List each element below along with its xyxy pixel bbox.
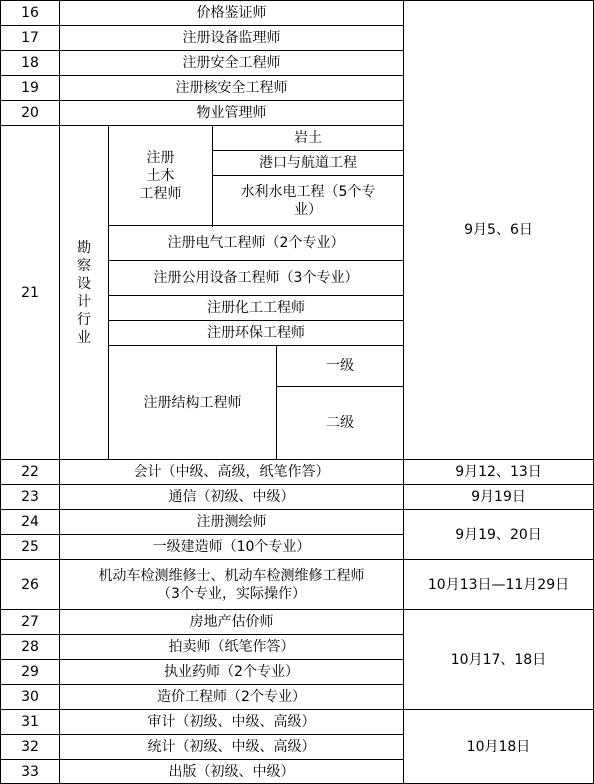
industry-char: 行 — [77, 311, 91, 328]
exam-name: 执业药师（2个专业） — [60, 660, 404, 685]
industry-char: 勘 — [77, 239, 91, 256]
exam-name: 通信（初级、中级） — [60, 485, 404, 510]
exam-name: 房地产估价师 — [60, 610, 404, 635]
row-number: 22 — [1, 460, 60, 485]
row-number: 26 — [1, 560, 60, 610]
exam-date: 9月19、20日 — [404, 510, 594, 560]
row-number: 19 — [1, 76, 60, 101]
row-number: 18 — [1, 51, 60, 76]
exam-date: 9月12、13日 — [404, 460, 594, 485]
table-row — [1, 510, 594, 535]
utility-engineer: 注册公用设备工程师（3个专业） — [109, 261, 404, 296]
row-number: 16 — [1, 1, 60, 26]
exam-name: 注册安全工程师 — [60, 51, 404, 76]
row-number: 20 — [1, 101, 60, 126]
exam-name: 物业管理师 — [60, 101, 404, 126]
row-number: 31 — [1, 710, 60, 735]
structural-level-2: 二级 — [277, 387, 404, 460]
table-row — [1, 560, 594, 610]
industry-label — [60, 126, 109, 460]
row-number: 30 — [1, 685, 60, 710]
exam-name: 审计（初级、中级、高级） — [60, 710, 404, 735]
exam-name: 价格鉴证师 — [60, 1, 404, 26]
exam-name: 机动车检测维修士、机动车检测维修工程师 （3个专业，实际操作） — [60, 560, 404, 610]
exam-name: 注册设备监理师 — [60, 26, 404, 51]
industry-char: 设 — [77, 275, 91, 292]
civil-sub-hydro: 水利水电工程（5个专 业） — [213, 176, 404, 226]
civil-engineer-title: 注册 土木 工程师 — [109, 126, 213, 226]
environmental-engineer: 注册环保工程师 — [109, 321, 404, 346]
exam-name: 一级建造师（10个专业） — [60, 535, 404, 560]
exam-name: 出版（初级、中级） — [60, 760, 404, 784]
exam-name: 统计（初级、中级、高级） — [60, 735, 404, 760]
row-number: 24 — [1, 510, 60, 535]
row-number: 17 — [1, 26, 60, 51]
exam-name: 拍卖师（纸笔作答） — [60, 635, 404, 660]
exam-name: 注册核安全工程师 — [60, 76, 404, 101]
industry-char: 察 — [77, 257, 91, 274]
table-row — [1, 710, 594, 735]
industry-char: 业 — [77, 329, 91, 346]
exam-name: 注册测绘师 — [60, 510, 404, 535]
exam-name: 会计（中级、高级，纸笔作答） — [60, 460, 404, 485]
row-number: 29 — [1, 660, 60, 685]
table-row — [1, 610, 594, 635]
electrical-engineer: 注册电气工程师（2个专业） — [109, 226, 404, 261]
row-number: 25 — [1, 535, 60, 560]
exam-date: 10月18日 — [404, 710, 594, 784]
row-number: 32 — [1, 735, 60, 760]
row-number: 33 — [1, 760, 60, 784]
civil-sub-geotechnical: 岩土 — [213, 126, 404, 151]
civil-sub-port: 港口与航道工程 — [213, 151, 404, 176]
exam-name: 造价工程师（2个专业） — [60, 685, 404, 710]
exam-date: 9月19日 — [404, 485, 594, 510]
table-row — [1, 460, 594, 485]
table-row — [1, 1, 594, 26]
exam-date: 9月5、6日 — [404, 1, 594, 460]
row-number: 21 — [1, 126, 60, 460]
structural-level-1: 一级 — [277, 346, 404, 387]
row-number: 23 — [1, 485, 60, 510]
chemical-engineer: 注册化工工程师 — [109, 296, 404, 321]
row-number: 28 — [1, 635, 60, 660]
row-number: 27 — [1, 610, 60, 635]
exam-date: 10月13日—11月29日 — [404, 560, 594, 610]
industry-char: 计 — [77, 293, 91, 310]
structural-engineer: 注册结构工程师 — [109, 346, 277, 460]
exam-date: 10月17、18日 — [404, 610, 594, 710]
table-row — [1, 485, 594, 510]
